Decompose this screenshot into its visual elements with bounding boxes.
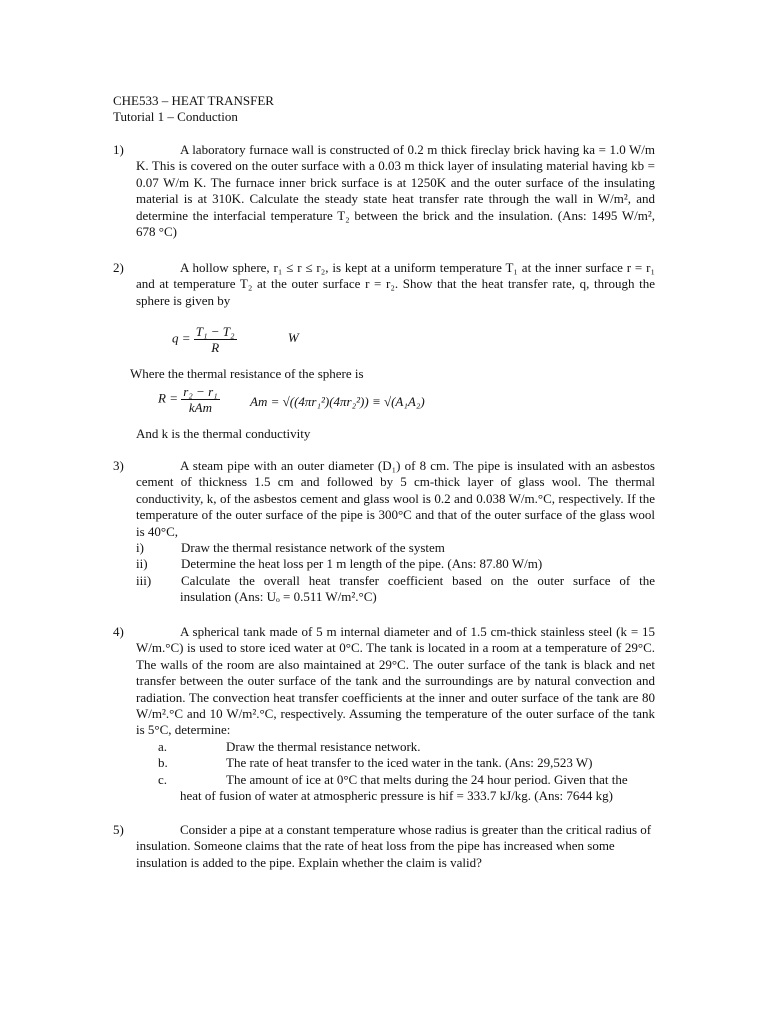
sub-item: a. Draw the thermal resistance network. [158, 738, 421, 754]
question-text: A steam pipe with an outer diameter (D₁) of 8 cm. The pipe is insulated with an asbestos cement of thickness 1.5 cm and followed by 5 cm-thick layer of glass wool. The thermal conductivity, k, of the asbestos cement and glass wool is 0.2 and 0.038 W/m.°C, respectively. If the temperature of the outer surface of the pipe is 300°C and that of the outer surface of the glass wool is 40°C, [136, 458, 655, 539]
question-text: A laboratory furnace wall is constructed of 0.2 m thick fireclay brick having ka = 1.0 W/m K. This is covered on the outer surface with a 0.03 m thick layer of insulating material having kb = 0.07 W/m K. The furnace inner brick surface is at 1250K and the outer surface of the insulating material is at 310K. Calculate the steady state heat transfer rate through the wall in W/m², and determine the interfacial temperature T₂ between the brick and the insulation. (Ans: 1495 W/m², 678 °C) [136, 142, 655, 240]
question-2 [113, 260, 655, 309]
course-title: CHE533 – HEAT TRANSFER [113, 93, 274, 108]
sub-item: c. The amount of ice at 0°C that melts during the 24 hour period. Given that the heat of fusion of water at atmospheric pressure is hif = 333.7 kJ/kg. (Ans: 7644 kg) [158, 771, 628, 804]
question-number: 2) [113, 260, 124, 275]
question-1 [113, 142, 655, 240]
mean-area-equation: Am = √((4πr₁²)(4πr₂²)) ≡ √(A₁A₂) [250, 394, 425, 409]
question-5 [113, 822, 655, 871]
resistance-equation: R = $\frac{\text{r₂ − r₁}}{\text{kAm}}$ [158, 384, 218, 415]
equation-fraction: $\frac{\text{T₁ − T₂}}{R}$ [195, 324, 235, 355]
sub-item: i) Draw the thermal resistance network of the system [136, 540, 445, 556]
question-text: A hollow sphere, r₁ ≤ r ≤ r₂, is kept at a uniform temperature T₁ at the inner surface r = r₁ and at temperature T₂ at the outer surface r = r₂. Show that the heat transfer rate, q, through the sphere is given by [136, 260, 655, 308]
question-number: 1) [113, 142, 124, 157]
equation-fraction: $\frac{\text{r₂ − r₁}}{\text{kAm}}$ [183, 384, 218, 415]
where-text: Where the thermal resistance of the sphere is [130, 366, 364, 381]
sub-item: b. The rate of heat transfer to the iced water in the tank. (Ans: 29,523 W) [158, 755, 593, 771]
document-header [113, 93, 673, 126]
question-number: 4) [113, 624, 124, 639]
question-3 [113, 458, 655, 606]
sub-item: ii) Determine the heat loss per 1 m length of the pipe. (Ans: 87.80 W/m) [136, 556, 543, 572]
question-number: 3) [113, 458, 124, 473]
question-text: Consider a pipe at a constant temperature whose radius is greater than the critical radius of insulation. Someone claims that the rate of heat loss from the pipe has increased when some insulation is added to the pipe. Explain whether the claim is valid? [136, 822, 652, 870]
sub-item: iii) Calculate the overall heat transfer coefficient based on the outer surface of the insulation (Ans: Uₒ = 0.511 W/m².°C) [136, 572, 655, 605]
conductivity-note: And k is the thermal conductivity [136, 426, 311, 441]
tutorial-title: Tutorial 1 – Conduction [113, 109, 238, 125]
heat-rate-equation: q = $\frac{\text{T₁ − T₂}}{R}$ W [172, 324, 299, 355]
question-number: 5) [113, 822, 124, 837]
question-4 [113, 624, 655, 804]
question-text: A spherical tank made of 5 m internal diameter and of 1.5 cm-thick stainless steel (k = 15 W/m.°C) is used to store iced water at 0°C. The tank is located in a room at a temperature of 29°C. The walls of the room are also maintained at 29°C. The outer surface of the tank is black and net transfer between the outer surface of the tank and the surroundings are by natural convection and radiation. The convection heat transfer coefficients at the inner and outer surface of the tank are 80 W/m².°C and 10 W/m².°C, respectively. Assuming the temperature of the outer surface of the tank is 5°C, determine: [136, 624, 655, 738]
